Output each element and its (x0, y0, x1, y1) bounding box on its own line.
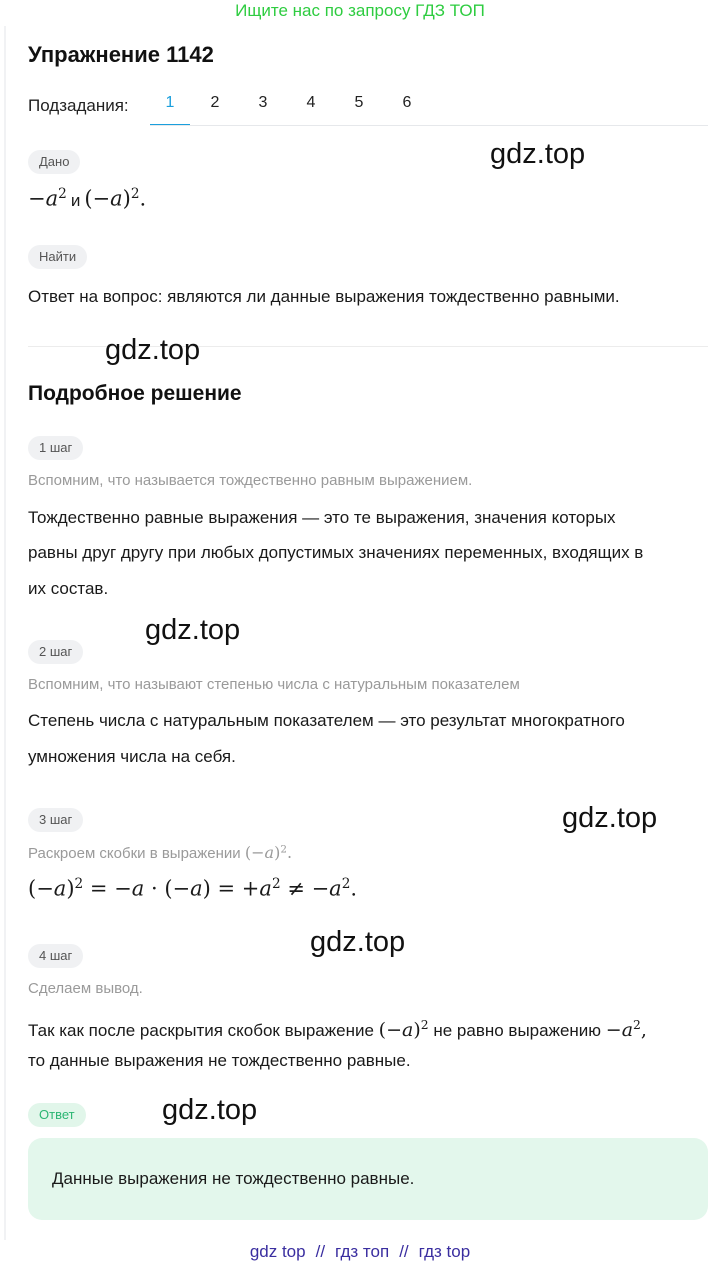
step-1-hint: Вспомним, что называется тождественно равным выражением. (28, 472, 473, 489)
footer-link-gdz-top-mixed[interactable]: гдз top (418, 1242, 471, 1261)
subtasks-label: Подзадания: (28, 96, 129, 115)
watermark: gdz.top (490, 138, 586, 170)
watermark: gdz.top (310, 926, 406, 958)
tab-subtask-6[interactable]: 6 (402, 94, 412, 111)
step-1-line-3: их состав. (28, 579, 109, 598)
footer-separator: // (315, 1242, 326, 1261)
footer-links (0, 1242, 720, 1262)
step-4-hint: Сделаем вывод. (28, 980, 143, 997)
tab-subtask-1[interactable]: 1 (150, 94, 190, 126)
footer-separator: // (399, 1242, 409, 1261)
step-3-pill: 3 шаг (28, 808, 83, 832)
given-expression: $-a^2$ и $(-a)^2$. (28, 186, 147, 211)
given-pill: Дано (28, 150, 80, 174)
footer-link-gdz-top-ru[interactable]: гдз топ (335, 1242, 390, 1261)
step-4-line-1 (28, 1008, 647, 1048)
given-conjunction: и (70, 190, 81, 210)
tab-subtask-5[interactable]: 5 (354, 94, 364, 111)
page-title: Упражнение 1142 (28, 42, 214, 67)
find-pill: Найти (28, 245, 87, 269)
step-1-line-1: Тождественно равные выражения — это те выражения, значения которых (28, 508, 616, 527)
step-2-line-2: умножения числа на себя. (28, 747, 236, 766)
watermark: gdz.top (562, 802, 658, 834)
watermark: gdz.top (145, 614, 241, 646)
answer-pill: Ответ (28, 1103, 86, 1127)
step-3-hint (28, 843, 292, 862)
step-1-line-2: равны друг другу при любых допустимых значениях переменных, входящих в (28, 543, 644, 562)
solution-heading: Подробное решение (28, 382, 242, 405)
step-2-pill: 2 шаг (28, 640, 83, 664)
step-2-line-1: Степень числа с натуральным показателем — это результат многократного (28, 711, 625, 730)
step-1-pill: 1 шаг (28, 436, 83, 460)
watermark: gdz.top (105, 334, 201, 366)
step-3-hint-math: $(-a)^2$. (244, 843, 293, 862)
step-2-hint: Вспомним, что называют степенью числа с натуральным показателем (28, 676, 520, 693)
tab-subtask-2[interactable]: 2 (210, 94, 220, 111)
answer-box (28, 1138, 708, 1220)
tab-subtask-4[interactable]: 4 (306, 94, 316, 111)
step-4-math-a: $(-a)^2$ (378, 1018, 429, 1041)
find-text: Ответ на вопрос: являются ли данные выражения тождественно равными. (28, 287, 620, 306)
step-4-line-1a: Так как после раскрытия скобок выражение (28, 1020, 374, 1040)
step-4-pill: 4 шаг (28, 944, 83, 968)
step-4-line-2: то данные выражения не тождественно равные. (28, 1051, 411, 1070)
footer-link-gdz-top[interactable]: gdz top (249, 1242, 306, 1261)
search-banner[interactable]: Ищите нас по запросу ГДЗ ТОП (235, 1, 485, 20)
step-4-line-1b: не равно выражению (433, 1020, 602, 1040)
tab-subtask-3[interactable]: 3 (258, 94, 268, 111)
step-3-hint-text: Раскроем скобки в выражении (28, 845, 241, 862)
tabs-divider (150, 125, 708, 126)
step-3-equation: $(-a)^2 = -a \cdot (-a) = +a^2 \ne -a^2$. (28, 876, 358, 901)
step-4-math-b: $-a^2$, (605, 1018, 647, 1041)
answer-text: Данные выражения не тождественно равные. (52, 1169, 415, 1188)
watermark: gdz.top (162, 1094, 258, 1126)
